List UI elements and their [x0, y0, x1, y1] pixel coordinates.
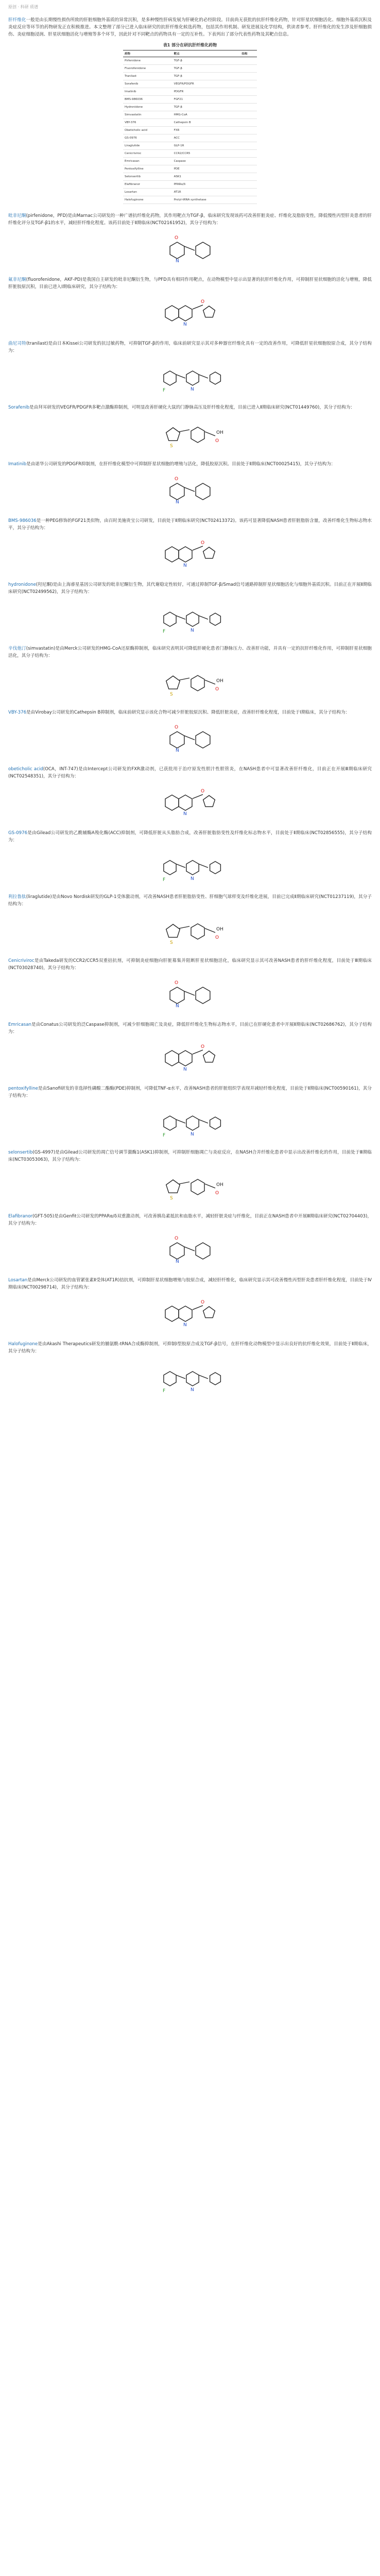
section-bms986036 — [8, 517, 372, 532]
table-row — [123, 96, 257, 104]
drug-name-link[interactable]: Losartan — [8, 1278, 28, 1283]
drug-description: 是由Virobay公司研发的Cathepsin B抑制剂，临床前研究显示该化合物可减少肝脏胶原沉积、降低肝脏炎症，改善肝纤维化程度，目前处于Ⅰ期临床，其分子结构为： — [26, 710, 350, 715]
table-row — [123, 173, 257, 181]
table-cell — [240, 111, 257, 119]
svg-text:N: N — [176, 1004, 179, 1009]
drug-description: 是由诺华公司研发的PDGFR抑制剂，在肝纤维化模型中可抑制肝星状细胞的增殖与活化，降低胶原沉积。目前处于Ⅱ期临床(NCT00025415)，其分子结构为： — [26, 462, 336, 467]
molecular-structure-image — [8, 783, 372, 821]
svg-text:N: N — [176, 500, 179, 505]
table-cell — [240, 104, 257, 111]
section-emricasan — [8, 1021, 372, 1036]
drug-name-link[interactable]: 氟非尼酮 — [8, 277, 26, 282]
molecular-structure-image — [8, 230, 372, 268]
table-cell — [240, 119, 257, 127]
table-cell: GLP-1R — [172, 142, 240, 150]
table-cell: Selonsertib — [123, 173, 172, 181]
drug-name-link[interactable]: hydronidone — [8, 582, 36, 587]
table-row — [123, 111, 257, 119]
svg-text:N: N — [176, 259, 179, 264]
section-tranilast — [8, 340, 372, 354]
svg-text:N: N — [191, 876, 194, 882]
svg-text:S: S — [170, 444, 173, 449]
drug-description: 是由Conatus公司研发的泛Caspase抑制剂，可减少肝细胞凋亡及炎症，降低肝纤维化生物标志物水平，目前已在肝硬化患者中开展Ⅱ期临床(NCT02686762)，其分子结构为： — [8, 1022, 372, 1035]
table-cell: PDGFR — [172, 88, 240, 96]
svg-text:N: N — [183, 322, 187, 327]
molecular-structure-image — [8, 599, 372, 637]
table-cell: HMG-CoA — [172, 111, 240, 119]
table-cell: TGF-β — [172, 73, 240, 80]
table-cell — [240, 158, 257, 165]
section-losartan — [8, 1277, 372, 1291]
table-cell: Caspase — [172, 158, 240, 165]
table-cell: FGF21 — [172, 96, 240, 104]
drug-name-link[interactable]: 曲尼司特 — [8, 341, 27, 346]
drug-name-link[interactable]: 吡非尼酮 — [8, 213, 26, 218]
section-pentoxifylline — [8, 1085, 372, 1099]
svg-text:N: N — [191, 1387, 194, 1393]
svg-text:OH: OH — [216, 1182, 223, 1188]
svg-text:O: O — [201, 1300, 205, 1305]
drug-description: (羟尼酮)是由上海睿星基因公司研发的吡非尼酮衍生物，其代谢稳定性较好，可通过抑制TGF-β/Smad信号通路抑制肝星状细胞活化与细胞外基质沉积。目前正在开展Ⅱ期临床研究(NCT02499562)，其分子结构为： — [8, 582, 372, 595]
drug-description: (simvastatin)是由Merck公司研发的HMG-CoA还原酶抑制剂，临床研究表明其可降低肝硬化患者门静脉压力、改善肝功能，并具有一定的抗肝纤维化作用，可抑制肝星状细胞活化，其分子结构为： — [8, 646, 372, 658]
table-row — [123, 150, 257, 158]
drug-name-link[interactable]: selonsertib — [8, 1150, 33, 1155]
section-obeticholic — [8, 766, 372, 780]
drug-description: 是由Takeda研发的CCR2/CCR5双重拮抗剂，可抑制炎症细胞向肝脏募集并阻断肝星状细胞活化，临床研究显示其可改善NASH患者的肝纤维化程度，目前处于Ⅲ期临床(NCT03028740)，其分子结构为： — [8, 958, 372, 971]
molecular-structure-image — [8, 471, 372, 509]
drug-name-link[interactable]: Sorafenib — [8, 405, 30, 410]
table-cell: AT1R — [172, 189, 240, 196]
table-row — [123, 189, 257, 196]
svg-text:N: N — [183, 1067, 187, 1072]
drug-description: (tranilast)是由日本Kissei公司研发的抗过敏药物，可抑制TGF-β的作用，临床前研究显示其对多种器官纤维化具有一定的改善作用，可降低肝星状细胞胶原合成，其分子结构为： — [8, 341, 372, 353]
drug-name-link[interactable]: Elafibranor — [8, 1214, 32, 1219]
table-cell: Cathepsin B — [172, 119, 240, 127]
svg-text:F: F — [163, 1133, 166, 1138]
table-cell: Liraglutide — [123, 142, 172, 150]
table-cell: PDE — [172, 165, 240, 173]
table-cell: TGF-β — [172, 65, 240, 73]
molecular-structure-image — [8, 1294, 372, 1332]
table-row — [123, 119, 257, 127]
table-header-cell: 结构 — [240, 50, 257, 57]
svg-text:N: N — [183, 811, 187, 817]
table-cell: Emricasan — [123, 158, 172, 165]
section-hydronidone — [8, 581, 372, 596]
table-cell: Tranilast — [123, 73, 172, 80]
drug-description: 是由Akashi Therapeutics研发的脯氨酰-tRNA合成酶抑制剂，可抑制Ⅰ型胶原合成及TGF-β信号，在肝纤维化动物模型中显示出良好的抗纤维化效果，目前处于Ⅱ期临床，其分子结构为： — [8, 1342, 372, 1354]
table-cell — [240, 189, 257, 196]
table-row — [123, 73, 257, 80]
drug-description: 是由Sanofi研发的非选择性磷酸二酯酶(PDE)抑制剂，可降低TNF-α水平，改善NASH患者的肝脏组织学表现并减轻纤维化程度，目前处于Ⅱ期临床(NCT00590161)，其分子结构为： — [8, 1086, 372, 1098]
molecular-structure-image — [8, 1166, 372, 1205]
svg-text:N: N — [191, 628, 194, 633]
section-selonsertib — [8, 1149, 372, 1163]
table-cell — [240, 80, 257, 88]
table-cell: ACC — [172, 134, 240, 142]
table-cell: Elafibranor — [123, 181, 172, 189]
drug-name-link[interactable]: Imatinib — [8, 462, 27, 467]
table-cell — [240, 96, 257, 104]
section-imatinib — [8, 461, 372, 468]
table-header-cell: 药物 — [123, 50, 172, 57]
drug-name-link[interactable]: BMS-986036 — [8, 518, 37, 523]
svg-text:F: F — [163, 629, 166, 634]
drug-name-link[interactable]: Emricasan — [8, 1022, 31, 1027]
molecular-structure-image — [8, 847, 372, 885]
svg-text:S: S — [170, 1196, 173, 1201]
table-cell: Fluorofenidone — [123, 65, 172, 73]
table-row — [123, 80, 257, 88]
svg-text:N: N — [183, 563, 187, 568]
svg-text:O: O — [201, 540, 205, 546]
table-cell: CCR2/CCR5 — [172, 150, 240, 158]
table-row — [123, 65, 257, 73]
table-cell: Losartan — [123, 189, 172, 196]
table-cell: Cenicriviroc — [123, 150, 172, 158]
svg-text:O: O — [201, 299, 205, 304]
table-cell — [240, 150, 257, 158]
header-source: 原创 · 科研 质谱 — [8, 5, 39, 9]
svg-text:O: O — [175, 725, 179, 730]
svg-text:O: O — [175, 980, 179, 986]
drug-name-link[interactable]: 利拉鲁肽 — [8, 894, 26, 900]
drug-description: 是一种PEG修饰的FGF21类似物，由百时美施贵宝公司研发，目前处于Ⅱ期临床研究(NCT02413372)。该药可显著降低NASH患者肝脏脂肪含量，改善纤维化生物标志物水平，其分子结构为： — [8, 518, 372, 531]
drug-name-link[interactable]: obeticholic acid — [8, 767, 43, 772]
table-row — [123, 134, 257, 142]
table-cell — [240, 181, 257, 189]
table-cell: Sorafenib — [123, 80, 172, 88]
drug-description: (GFT-505)是由Genfit公司研发的PPARα/δ双重激动剂，可改善胰岛素抵抗和血脂水平，减轻肝脏炎症与纤维化，目前正在NASH患者中开展Ⅲ期临床研究(NCT02704403)，其分子结构为： — [8, 1214, 372, 1226]
table-cell: PPARα/δ — [172, 181, 240, 189]
intro-lead[interactable]: 肝纤维化 — [8, 18, 26, 23]
table-cell: VBY-376 — [123, 119, 172, 127]
drug-name-link[interactable]: Halofuginone — [8, 1342, 38, 1347]
molecular-structure-image — [8, 663, 372, 701]
svg-text:O: O — [175, 477, 179, 482]
table-row — [123, 196, 257, 204]
drug-description: 是由拜耳研发的VEGFR/PDGFR多靶点激酶抑制剂，可明显改善肝硬化大鼠的门静脉高压及肝纤维化程度，目前已进入Ⅱ期临床研究(NCT01449760)，其分子结构为： — [29, 405, 355, 410]
table-cell: Halofuginone — [123, 196, 172, 204]
table-row — [123, 142, 257, 150]
table-cell — [240, 142, 257, 150]
table-cell: GS-0976 — [123, 134, 172, 142]
svg-text:O: O — [201, 789, 205, 794]
drug-name-link[interactable]: GS-0976 — [8, 831, 28, 836]
section-sorafenib — [8, 404, 372, 411]
table-cell — [240, 88, 257, 96]
molecular-structure-image — [8, 1039, 372, 1077]
molecular-structure-image — [8, 535, 372, 573]
svg-text:N: N — [183, 1323, 187, 1328]
table-cell: Prolyl-tRNA synthetase — [172, 196, 240, 204]
table-cell: Obeticholic acid — [123, 127, 172, 134]
svg-text:S: S — [170, 692, 173, 697]
svg-text:N: N — [191, 387, 194, 392]
section-simvastatin — [8, 645, 372, 659]
drug-description: (pirfenidone，PFD)是由Marnac公司研发的一种广谱抗纤维化药物，其作用靶点为TGF-β，临床研究发现该药可改善肝脏炎症、纤维化及脂肪变性，降低慢性丙型肝炎患者的肝纤维化评分及TGF-β1的水平，减轻肝纤维化程度。该药目前处于Ⅱ期临床(NCT02161952)，其分子结构为： — [8, 213, 372, 226]
molecular-structure-image — [8, 911, 372, 949]
svg-text:O: O — [175, 235, 179, 241]
table-cell: Simvastatin — [123, 111, 172, 119]
svg-text:F: F — [163, 388, 166, 393]
molecular-structure-image — [8, 1358, 372, 1396]
svg-text:F: F — [163, 877, 166, 883]
table-cell — [240, 196, 257, 204]
table-row — [123, 127, 257, 134]
table-row — [123, 88, 257, 96]
drug-description: 是由Gilead公司研发的乙酰辅酶A羧化酶(ACC)抑制剂，可降低肝脏从头脂肪合成，改善肝脏脂肪变性及纤维化标志物水平，目前处于Ⅱ期临床(NCT02856555)，其分子结构为： — [8, 831, 372, 843]
table-cell: Pirfenidone — [123, 57, 172, 65]
svg-text:O: O — [215, 687, 219, 692]
table-row — [123, 57, 257, 65]
drug-description: (GS-4997)是由Gilead公司研发的凋亡信号调节激酶1(ASK1)抑制剂，可抑制肝细胞凋亡与炎症反应，在NASH合并纤维化患者中显示出改善纤维化的作用，目前处于Ⅲ期临床(NCT03053063)，其分子结构为： — [8, 1150, 372, 1162]
svg-text:OH: OH — [216, 679, 223, 684]
molecular-structure-image — [8, 1103, 372, 1141]
table-cell: TGF-β — [172, 104, 240, 111]
drug-description: 是由Merck公司研发的血管紧张素Ⅱ受体(AT1R)拮抗剂，可抑制肝星状细胞增殖与胶原合成，减轻肝纤维化，临床研究显示其可改善慢性丙型肝炎患者肝纤维化程度，目前处于Ⅳ期临床(NCT00298714)，其分子结构为： — [8, 1278, 372, 1290]
svg-text:S: S — [170, 940, 173, 945]
table-cell — [240, 73, 257, 80]
table-cell — [240, 65, 257, 73]
drug-table-block — [123, 42, 257, 204]
table-header-cell: 靶点 — [172, 50, 240, 57]
table-cell: FXR — [172, 127, 240, 134]
molecular-structure-image — [8, 1230, 372, 1268]
table-cell — [240, 173, 257, 181]
svg-text:N: N — [191, 1132, 194, 1137]
molecular-structure-image — [8, 414, 372, 452]
svg-text:O: O — [201, 1044, 205, 1049]
section-liraglutide — [8, 893, 372, 908]
molecular-structure-image — [8, 294, 372, 332]
table-cell: BMS-986036 — [123, 96, 172, 104]
svg-text:O: O — [215, 438, 219, 444]
intro-text: 一般是由长期慢性损伤所致的肝脏细胞外基质的异常沉积，是多种慢性肝病发展为肝硬化的必经阶段。目前尚无获批的抗肝纤维化药物，针对肝星状细胞活化、细胞外基质沉积及炎症反应等环节的药物研发正在积极推进。本文整理了部分已进入临床研究的抗肝纤维化候选药物，包括其作用机制、研发进展及化学结构，供读者参考。肝纤维化的发生涉及肝细胞损伤、炎症细胞浸润、肝星状细胞活化与增殖等多个环节，因此针对不同靶点的药物具有一定的互补性。下表列出了部分代表性药物及其靶点信息。 — [8, 18, 372, 37]
svg-text:N: N — [176, 1259, 179, 1264]
table-title: 表1 部分在研抗肝纤维化药物 — [163, 43, 217, 47]
section-elafibranor — [8, 1213, 372, 1227]
table-cell: Hydronidone — [123, 104, 172, 111]
molecular-structure-image — [8, 975, 372, 1013]
svg-text:OH: OH — [216, 430, 223, 435]
molecular-structure-image — [8, 358, 372, 396]
table-cell — [240, 57, 257, 65]
drug-description: (OCA，INT-747)是由Intercept公司研发的FXR激动剂，已获批用于治疗原发性胆汁性胆管炎，在NASH患者中可显著改善肝纤维化，目前正在开展Ⅲ期临床研究(NCT02548351)，其分子结构为： — [8, 767, 372, 779]
table-cell: TGF-β — [172, 57, 240, 65]
table-cell: ASK1 — [172, 173, 240, 181]
drug-name-link[interactable]: VBY-376 — [8, 710, 27, 715]
table-cell — [240, 165, 257, 173]
table-row — [123, 158, 257, 165]
svg-text:N: N — [176, 748, 179, 753]
drug-name-link[interactable]: Cenicriviroc — [8, 958, 34, 963]
table-row — [123, 165, 257, 173]
section-pirfenidone — [8, 212, 372, 227]
svg-text:F: F — [163, 1388, 166, 1394]
svg-text:OH: OH — [216, 927, 223, 932]
table-header-row — [123, 50, 257, 57]
table-cell: Imatinib — [123, 88, 172, 96]
section-vby376 — [8, 709, 372, 716]
table-cell — [240, 127, 257, 134]
svg-text:O: O — [175, 1236, 179, 1241]
section-halofuginone — [8, 1341, 372, 1355]
drug-description: (liraglutide)是由Novo Nordisk研发的GLP-1受体激动剂，可改善NASH患者肝脏脂肪变性、肝细胞气球样变及纤维化进展，目前已完成Ⅱ期临床研究(NCT01237119)，其分子结构为： — [8, 894, 372, 907]
molecular-structure-image — [8, 719, 372, 757]
table-cell: VEGFR/PDGFR — [172, 80, 240, 88]
section-cenicriviroc — [8, 957, 372, 972]
section-gs0976 — [8, 829, 372, 844]
drug-name-link[interactable]: 辛伐他汀 — [8, 646, 26, 651]
svg-text:O: O — [215, 1191, 219, 1196]
drug-table — [123, 50, 257, 204]
svg-text:O: O — [215, 935, 219, 940]
drug-description: (fluorofenidone，AKF-PD)是我国自主研发的吡非尼酮衍生物，与PFD具有相同作用靶点，在动物模型中显示出显著的抗肝纤维化作用，可抑制肝星状细胞的活化与增殖，降低肝脏胶原沉积，目前已进入Ⅰ期临床研究，其分子结构为： — [8, 277, 372, 290]
section-fluorofenidone — [8, 276, 372, 291]
table-row — [123, 104, 257, 111]
table-cell — [240, 134, 257, 142]
table-row — [123, 181, 257, 189]
table-cell: Pentoxifylline — [123, 165, 172, 173]
drug-name-link[interactable]: pentoxifylline — [8, 1086, 38, 1091]
intro-paragraph — [8, 16, 372, 38]
